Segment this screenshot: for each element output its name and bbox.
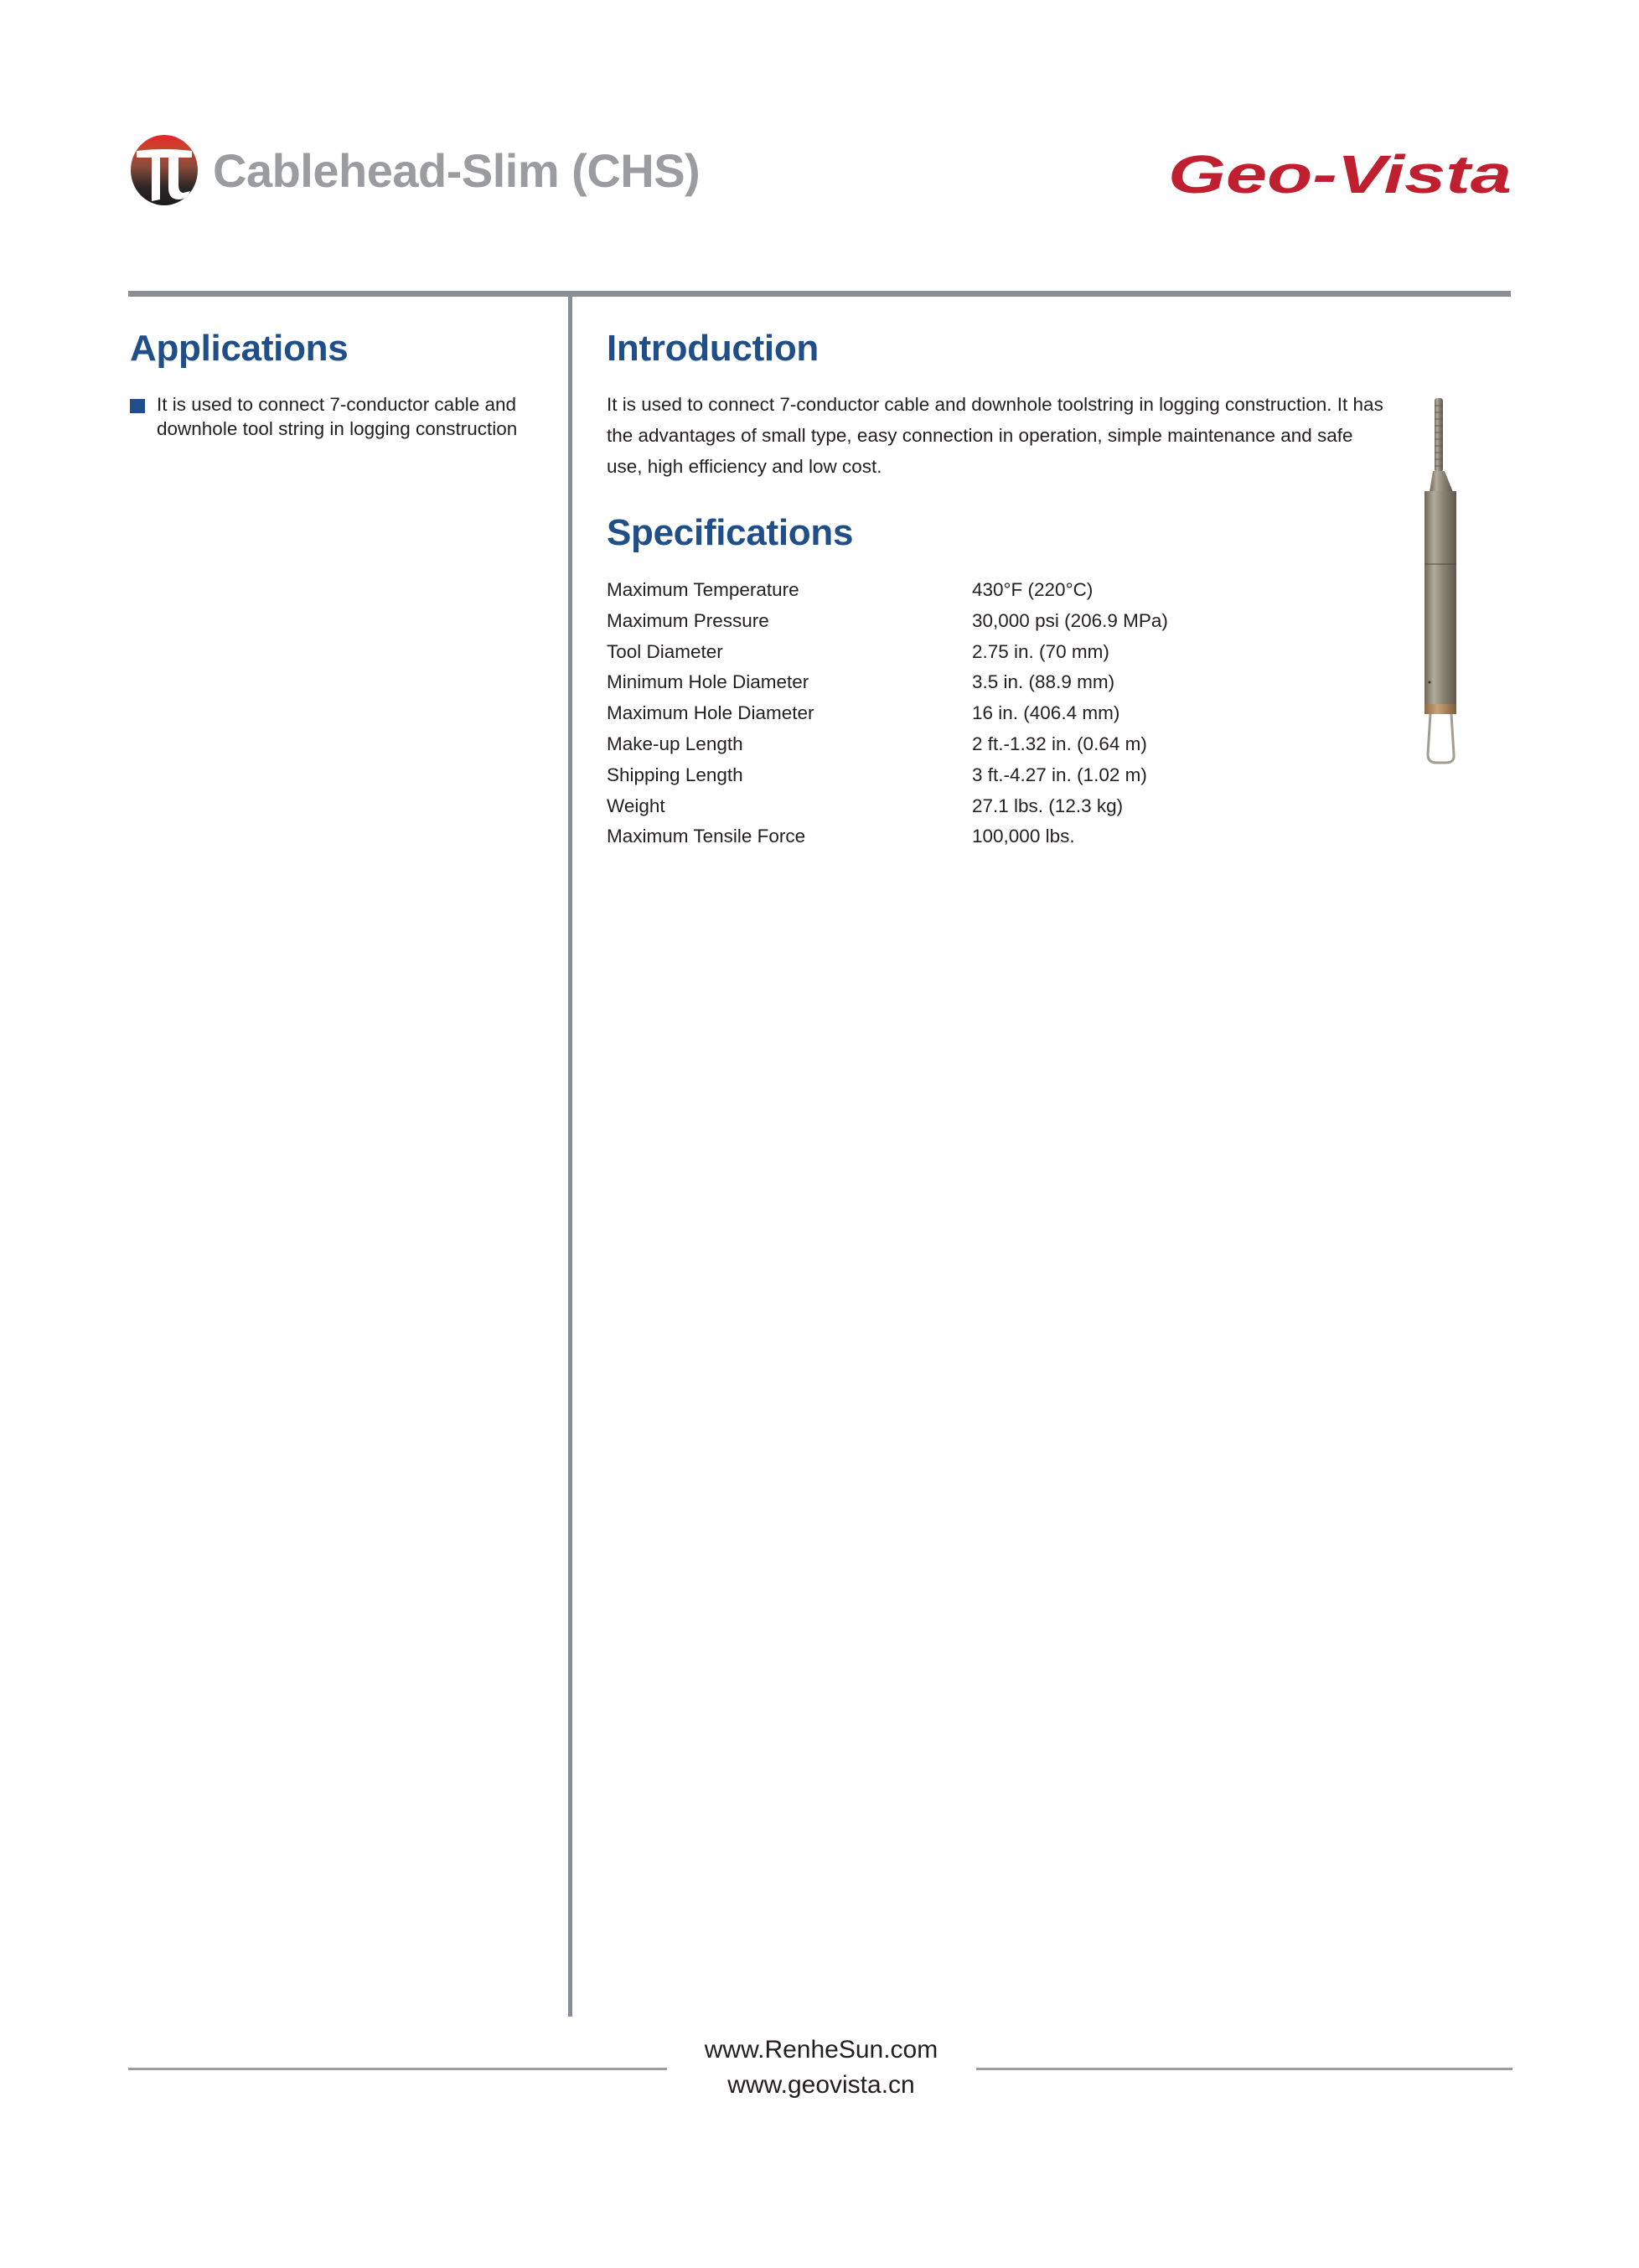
spec-value: 2 ft.-1.32 in. (0.64 m) xyxy=(972,733,1147,754)
spec-label: Weight xyxy=(607,795,665,816)
applications-heading: Applications xyxy=(130,328,349,369)
table-row xyxy=(607,729,1168,760)
spec-value: 430°F (220°C) xyxy=(972,579,1094,600)
geo-vista-logo xyxy=(1166,149,1513,199)
company-logo-icon xyxy=(130,134,199,206)
spec-label: Minimum Hole Diameter xyxy=(607,671,809,693)
spec-label: Maximum Tensile Force xyxy=(607,826,806,847)
spec-value: 27.1 lbs. (12.3 kg) xyxy=(972,795,1124,816)
applications-list xyxy=(130,392,549,441)
table-row xyxy=(607,637,1168,668)
spec-label: Tool Diameter xyxy=(607,640,723,662)
table-row xyxy=(607,606,1168,637)
spec-label: Maximum Pressure xyxy=(607,609,769,631)
table-row xyxy=(607,760,1168,791)
table-row xyxy=(607,698,1168,729)
footer-rule-right xyxy=(976,2068,1512,2070)
spec-label: Maximum Hole Diameter xyxy=(607,702,814,724)
list-item xyxy=(130,392,549,441)
spec-value: 3.5 in. (88.9 mm) xyxy=(972,671,1115,693)
spec-label: Shipping Length xyxy=(607,764,743,785)
spec-label: Make-up Length xyxy=(607,733,743,754)
specifications-table xyxy=(607,575,1168,852)
table-row xyxy=(607,791,1168,822)
column-divider xyxy=(568,297,572,2017)
introduction-heading: Introduction xyxy=(607,328,820,369)
square-bullet-icon xyxy=(130,399,145,413)
header-rule xyxy=(128,291,1511,297)
spec-value: 16 in. (406.4 mm) xyxy=(972,702,1120,724)
spec-value: 100,000 lbs. xyxy=(972,826,1075,847)
footer-link-renhesun[interactable]: www.RenheSun.com xyxy=(704,2036,938,2063)
list-item-text: It is used to connect 7-conductor cable and downhole tool string in logging construction xyxy=(157,394,518,439)
footer-link-geovista[interactable]: www.geovista.cn xyxy=(727,2071,915,2099)
brand-name: Geo-Vista xyxy=(1168,149,1512,199)
spec-label: Maximum Temperature xyxy=(607,579,799,600)
document-title: Cablehead-Slim (CHS) xyxy=(213,144,701,197)
introduction-text: It is used to connect 7-conductor cable and downhole toolstring in logging construction. It has the advantages of small type, easy connection in operation, simple maintenance and safe use, high efficiency and low cost. xyxy=(607,394,1383,477)
table-row xyxy=(607,575,1168,606)
specifications-heading: Specifications xyxy=(607,512,854,553)
spec-value: 30,000 psi (206.9 MPa) xyxy=(972,609,1168,631)
table-row xyxy=(607,667,1168,698)
product-image xyxy=(1416,396,1466,766)
table-row xyxy=(607,821,1168,852)
spec-value: 3 ft.-4.27 in. (1.02 m) xyxy=(972,764,1147,785)
spec-value: 2.75 in. (70 mm) xyxy=(972,640,1109,662)
footer-rule-left xyxy=(128,2068,667,2070)
